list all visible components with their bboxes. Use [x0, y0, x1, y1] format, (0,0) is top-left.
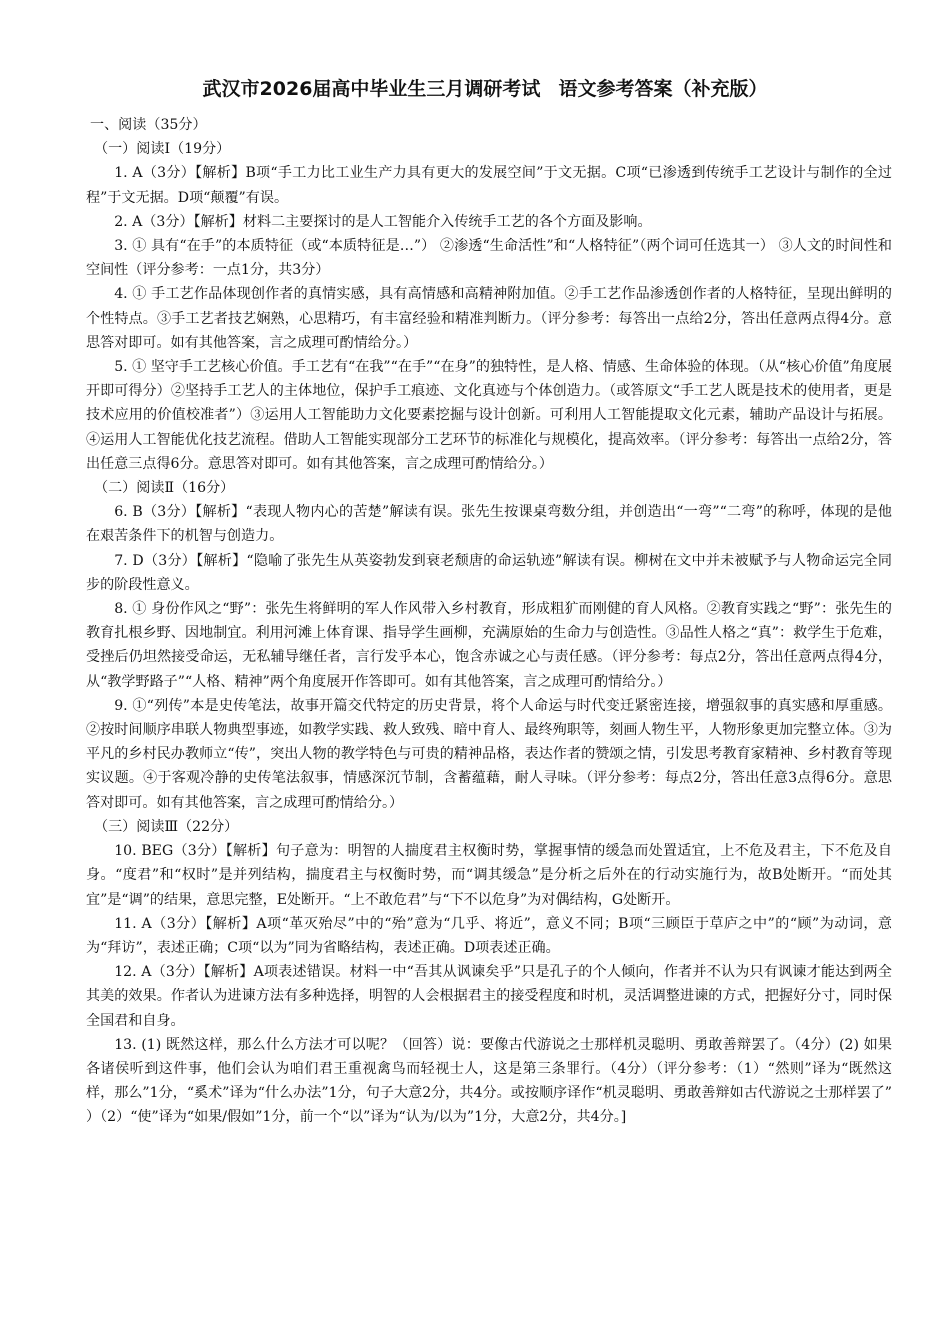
answer-q2: 2. A（3分）【解析】材料二主要探讨的是人工智能介入传统手工艺的各个方面及影响。 [114, 213, 652, 230]
section-heading-reading: 一、阅读（35分） [90, 117, 207, 133]
document-title [60, 76, 910, 102]
subsection-heading-reading-3: （三）阅读Ⅲ（22分） [94, 818, 239, 835]
title-sub: 语文参考答案（补充版） [558, 78, 768, 100]
answer-q13: 13. (1) 既然这样，那么什么方法才可以呢？（回答）说：要像古代游说之士那样机灵聪明、勇敢善辩罢了。（4分）(2) 如果各诸侯听到这件事，他们会认为咱们君王重视禽鸟而轻视士人，这是第三条罪行。（4分）（评分参考：（1）“然则”译为“既然这样，那么”1分，“奚术”译为“什么办法”1分，句子大意2分，共4分。或按顺序译作“机灵聪明、勇敢善辩如古代游说之士那样罢了” ）（2）“使”译为“如果/假如”1分，前一个“以”译为“认为/以为”1分，大意2分，共4分。] [86, 1036, 892, 1126]
answer-q8: 8. ① 身份作风之“野”：张先生将鲜明的军人作风带入乡村教育，形成粗犷而刚健的育人风格。②教育实践之“野”：张先生的教育扎根乡野、因地制宜。利用河滩上体育课、指导学生画柳，充满原始的生命力与创造性。③品性人格之“真”：救学生于危难，受挫后仍坦然接受命运，无私辅导继任者，言行发乎本心，饱含赤诚之心与责任感。（评分参考：每点2分，答出任意两点得4分，从“教学野路子”“人格、精神”两个角度展开作答即可。如有其他答案，言之成理可酌情给分。） [86, 601, 892, 690]
answer-q4: 4. ① 手工艺作品体现创作者的真情实感，具有高情感和高精神附加值。②手工艺作品渗透创作者的人格特征，呈现出鲜明的个性特点。③手工艺者技艺娴熟，心思精巧，有丰富经验和精准判断力。（评分参考：每答出一点给2分，答出任意两点得4分。意思答对即可。如有其他答案，言之成理可酌情给分。） [86, 286, 892, 351]
subsection-heading-reading-2: （二）阅读Ⅱ（16分） [94, 480, 235, 497]
answer-q9: 9. ①“列传”本是史传笔法，故事开篇交代特定的历史背景，将个人命运与时代变迁紧密连接，增强叙事的真实感和厚重感。②按时间顺序串联人物典型事迹，如教学实践、救人致残、暗中育人、最终殉职等，刻画人物生平，人物形象更加完整立体。③为平凡的乡村民办教师立“传”，突出人物的教学特色与可贵的精神品格，表达作者的赞颂之情，引发思考教育家精神、乡村教育等现实议题。④于客观冷静的史传笔法叙事，情感深沉节制，含蓄蕴藉，耐人寻味。（评分参考：每点2分，答出任意3点得6分。意思答对即可。如有其他答案，言之成理可酌情给分。） [86, 697, 892, 811]
title-main: 武汉市2026届高中毕业生三月调研考试 [202, 78, 541, 100]
answer-q10: 10. BEG（3分）【解析】句子意为：明智的人揣度君主权衡时势，掌握事情的缓急而处置适宜，上不危及君主，下不危及自身。“度君”和“权时”是并列结构，揣度君主与权衡时势，而“调其缓急”是分析之后外在的行动实施行为，故B处断开。“而处其宜”是“调”的结果，意思完整，E处断开。“上不敢危君”与“下不以危身”为对偶结构，G处断开。 [86, 843, 892, 908]
subsection-heading-reading-1: （一）阅读Ⅰ（19分） [94, 141, 231, 158]
answer-body [86, 113, 892, 1130]
answer-q3: 3. ① 具有“在手”的本质特征（或“本质特征是…”） ②渗透“生命活性”和“人格特征”（两个词可任选其一） ③人文的时间性和空间性（评分参考：一点1分，共3分） [86, 238, 892, 279]
answer-q1: 1. A（3分）【解析】B项“手工力比工业生产力具有更大的发展空间”于文无据。C项“已渗透到传统手工艺设计与制作的全过程”于文无据。D项“颠覆”有误。 [86, 165, 892, 206]
answer-q7: 7. D（3分）【解析】“隐喻了张先生从英姿勃发到衰老颓唐的命运轨迹”解读有误。柳树在文中并未被赋予与人物命运完全同步的阶段性意义。 [86, 552, 892, 593]
answer-q6: 6. B（3分）【解析】“表现人物内心的苦楚”解读有误。张先生按课桌弯数分组，并创造出“一弯”“二弯”的称呼，体现的是他在艰苦条件下的机智与创造力。 [86, 504, 892, 545]
answer-q5: 5. ① 坚守手工艺核心价值。手工艺有“在我”“在手”“在身”的独特性，是人格、情感、生命体验的体现。（从“核心价值”角度展开即可得分）②坚持手工艺人的主体地位，保护手工痕迹、文化真迹与个体创造力。（或答原文“手工艺人既是技术的使用者，更是技术应用的价值校准者”）③运用人工智能助力文化要素挖掘与设计创新。可利用人工智能提取文化元素，辅助产品设计与拓展。④运用人工智能优化技艺流程。借助人工智能实现部分工艺环节的标准化与规模化，提高效率。（评分参考：每答出一点给2分，答出任意三点得6分。意思答对即可。如有其他答案，言之成理可酌情给分。） [86, 359, 892, 472]
answer-q11: 11. A（3分）【解析】A项“革灭殆尽”中的“殆”意为“几乎、将近”，意义不同；B项“三顾臣于草庐之中”的“顾”为动词，意为“拜访”，表述正确；C项“以为”同为省略结构，表述正确。D项表述正确。 [86, 915, 892, 956]
answer-q12: 12. A（3分）【解析】A项表述错误。材料一中“吾其从讽谏矣乎”只是孔子的个人倾向，作者并不认为只有讽谏才能达到两全其美的效果。作者认为进谏方法有多种选择，明智的人会根据君主的接受程度和时机，灵活调整进谏的方式，把握好分寸，同时保全国君和自身。 [86, 964, 892, 1029]
